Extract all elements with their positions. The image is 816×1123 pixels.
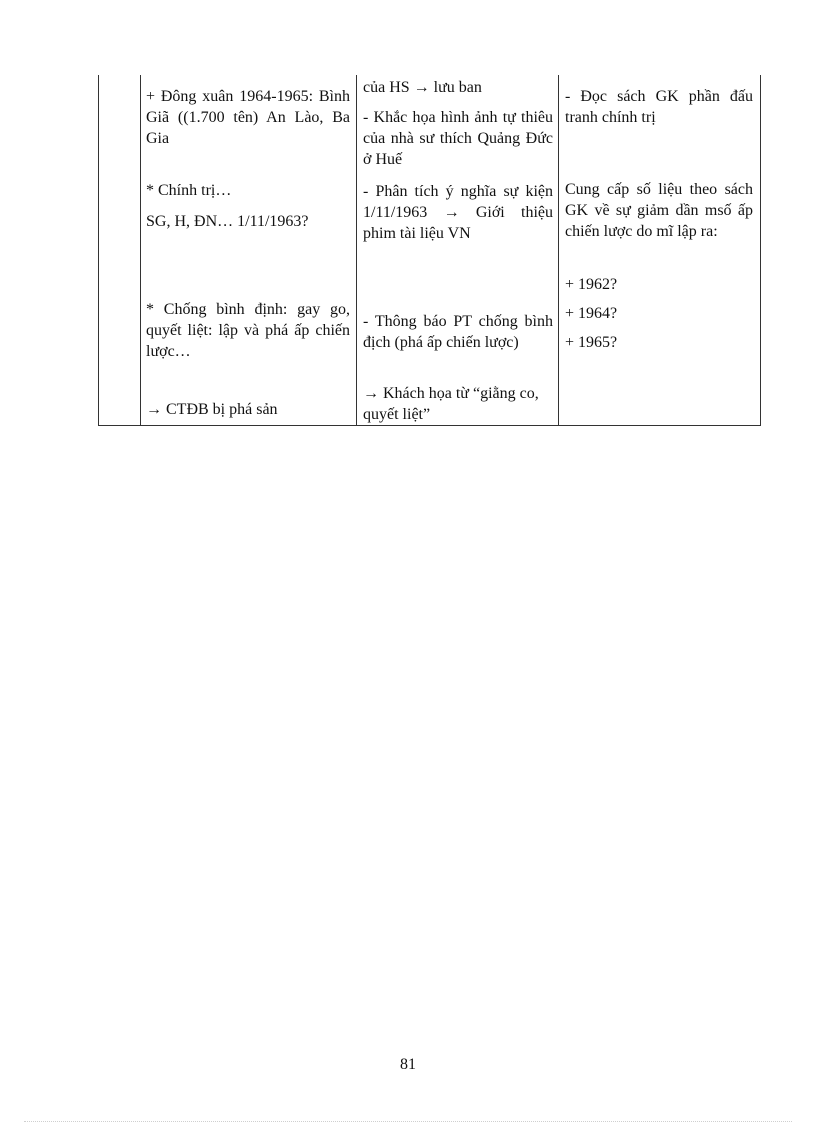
teacher-activity-self-immolation: - Khắc họa hình ảnh tự thiêu của nhà sư thích Quảng Đức ở Huế xyxy=(363,109,553,168)
table-divider-1 xyxy=(140,75,141,425)
student-activity-reading: - Đọc sách GK phần đấu tranh chính trị xyxy=(565,88,753,126)
lesson-table xyxy=(98,75,761,426)
student-activity-year-1964: + 1964? xyxy=(565,305,618,322)
page-bottom-rule xyxy=(24,1121,792,1122)
table-border-right xyxy=(760,75,761,425)
content-politics-question: SG, H, ĐN… 1/11/1963? xyxy=(146,213,309,230)
teacher-activity-announcement: - Thông báo PT chống bình địch (phá ấp chiến lược) xyxy=(363,313,553,351)
teacher-activity-analysis: - Phân tích ý nghĩa sự kiện 1/11/1963 → Giới thiệu phim tài liệu VN xyxy=(363,183,553,242)
content-politics-heading: * Chính trị… xyxy=(146,182,232,199)
student-activity-year-1965: + 1965? xyxy=(565,334,618,351)
table-divider-2 xyxy=(356,75,357,425)
page-number: 81 xyxy=(400,1056,416,1073)
teacher-activity-keywords: → Khách họa từ “giằng co, quyết liệt” xyxy=(363,385,539,423)
content-winter-spring-campaign: + Đông xuân 1964-1965: Bình Giã ((1.700 tên) An Lào, Ba Gia xyxy=(146,88,350,147)
content-pacification-resistance: * Chống bình định: gay go, quyết liệt: lập và phá ấp chiến lược… xyxy=(146,301,350,360)
student-activity-year-1962: + 1962? xyxy=(565,276,618,293)
teacher-activity-continuation: của HS → lưu ban xyxy=(363,79,482,96)
student-activity-statistics: Cung cấp số liệu theo sách GK về sự giảm dần msố ấp chiến lược do mĩ lập ra: xyxy=(565,181,753,240)
table-divider-3 xyxy=(558,75,559,425)
content-strategy-bankrupt: → CTĐB bị phá sản xyxy=(146,401,278,418)
table-border-left xyxy=(98,75,99,425)
